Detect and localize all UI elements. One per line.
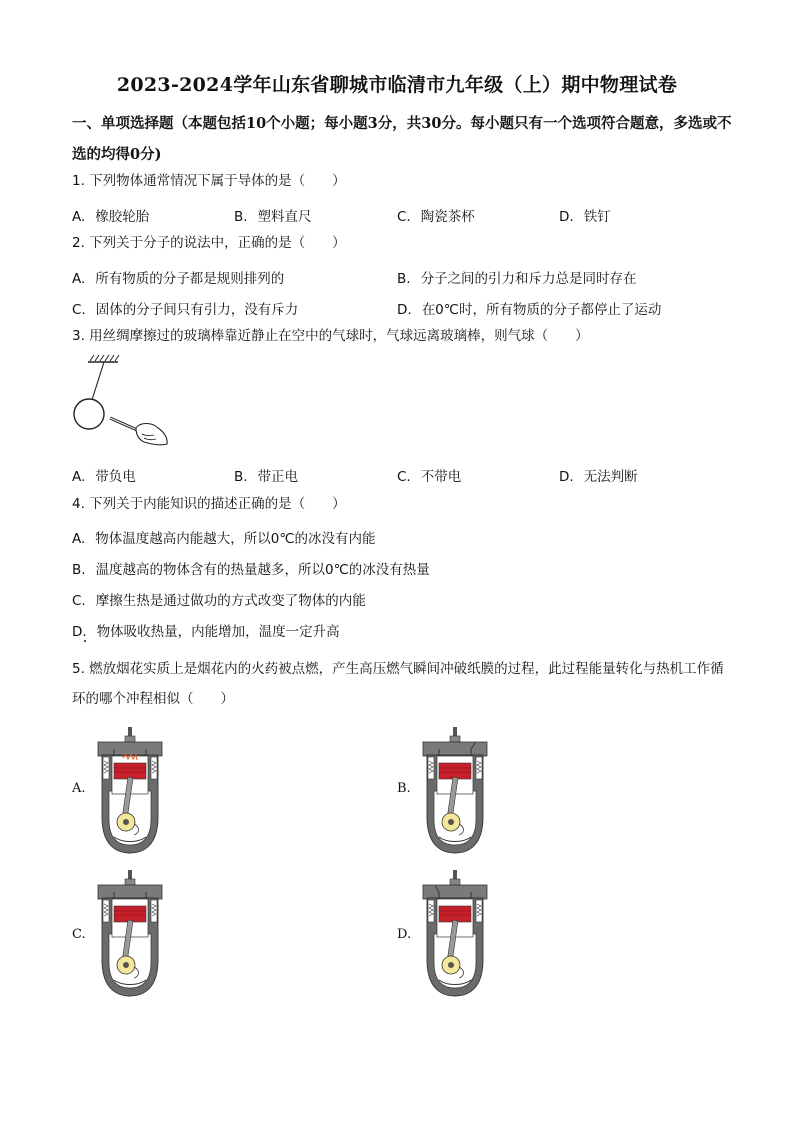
option-letter: D.	[559, 469, 574, 485]
option-text: 带正电	[257, 469, 299, 485]
option-text: 塑料直尺	[257, 209, 312, 225]
question-1-stem: 1. 下列物体通常情况下属于导体的是（ ）	[72, 173, 346, 189]
engine-figure-b[interactable]	[415, 727, 495, 857]
engine-option-c-label[interactable]: C.	[72, 927, 86, 942]
question-4-stem: 4. 下列关于内能知识的描述正确的是（ ）	[72, 496, 346, 512]
q3-option-b[interactable]	[234, 465, 298, 485]
option-letter: A.	[72, 469, 86, 485]
option-letter: A.	[72, 209, 86, 225]
q4-option-a[interactable]	[72, 527, 376, 547]
q3-option-a[interactable]	[72, 465, 136, 485]
q1-option-b[interactable]	[234, 205, 312, 225]
q2-option-a[interactable]	[72, 267, 284, 287]
q3-option-c[interactable]	[397, 465, 461, 485]
option-letter: A.	[72, 531, 86, 547]
q2-option-b[interactable]	[397, 267, 637, 287]
question-3-stem: 3. 用丝绸摩擦过的玻璃棒靠近静止在空中的气球时，气球远离玻璃棒，则气球（ ）	[72, 328, 589, 344]
option-letter: D.	[559, 209, 574, 225]
option-text: 带负电	[95, 469, 136, 485]
option-text: 不带电	[420, 469, 462, 485]
engine-figure-d[interactable]	[415, 870, 495, 1000]
q3-option-d[interactable]	[559, 465, 638, 485]
q4-option-d[interactable]	[72, 620, 340, 640]
option-letter: C.	[397, 209, 411, 225]
option-letter: C.	[72, 302, 86, 318]
balloon-glass-rod-figure	[70, 350, 175, 455]
option-letter: A.	[72, 271, 86, 287]
option-letter: C.	[397, 469, 411, 485]
option-text: 摩擦生热是通过做功的方式改变了物体的内能	[95, 593, 366, 609]
engine-option-b-label[interactable]: B.	[397, 781, 411, 796]
engine-figure-a[interactable]	[90, 727, 170, 857]
option-text: 铁钉	[583, 209, 611, 225]
q4-option-b[interactable]	[72, 558, 430, 578]
option-letter: D.	[72, 624, 87, 640]
option-text: 橡胶轮胎	[95, 209, 150, 225]
q1-option-d[interactable]	[559, 205, 611, 225]
engine-option-a-label[interactable]: A.	[72, 781, 86, 796]
engine-option-d-label[interactable]: D.	[397, 927, 412, 942]
stray-dot	[84, 640, 86, 642]
engine-figure-c[interactable]	[90, 870, 170, 1000]
option-letter: B.	[72, 562, 86, 578]
q2-option-d[interactable]	[397, 298, 661, 318]
option-letter: D.	[397, 302, 412, 318]
option-text: 所有物质的分子都是规则排列的	[95, 271, 285, 287]
option-text: 在0℃时，所有物质的分子都停止了运动	[421, 302, 662, 318]
section-heading: 一、单项选择题（本题包括10个小题；每小题3分，共30分。每小题只有一个选项符合题意，多选或不选的均得0分)	[72, 115, 732, 163]
question-5-stem: 5. 燃放烟花实质上是烟花内的火药被点燃，产生高压燃气瞬间冲破纸膜的过程，此过程能量转化与热机工作循环的哪个冲程相似（ ）	[72, 661, 724, 707]
q1-option-c[interactable]	[397, 205, 475, 225]
option-letter: B.	[397, 271, 411, 287]
option-text: 物体温度越高内能越大，所以0℃的冰没有内能	[95, 531, 376, 547]
option-letter: B.	[234, 469, 248, 485]
option-text: 温度越高的物体含有的热量越多，所以0℃的冰没有热量	[95, 562, 430, 578]
option-text: 物体吸收热量，内能增加，温度一定升高	[96, 624, 340, 640]
option-letter: B.	[234, 209, 248, 225]
option-text: 陶瓷茶杯	[420, 209, 475, 225]
q2-option-c[interactable]	[72, 298, 298, 318]
option-text: 分子之间的引力和斥力总是同时存在	[420, 271, 637, 287]
q1-option-a[interactable]	[72, 205, 149, 225]
exam-title: 2023-2024学年山东省聊城市临清市九年级（上）期中物理试卷	[116, 74, 678, 96]
question-2-stem: 2. 下列关于分子的说法中，正确的是（ ）	[72, 235, 346, 251]
option-text: 固体的分子间只有引力，没有斥力	[95, 302, 299, 318]
option-text: 无法判断	[583, 469, 638, 485]
q4-option-c[interactable]	[72, 589, 366, 609]
option-letter: C.	[72, 593, 86, 609]
